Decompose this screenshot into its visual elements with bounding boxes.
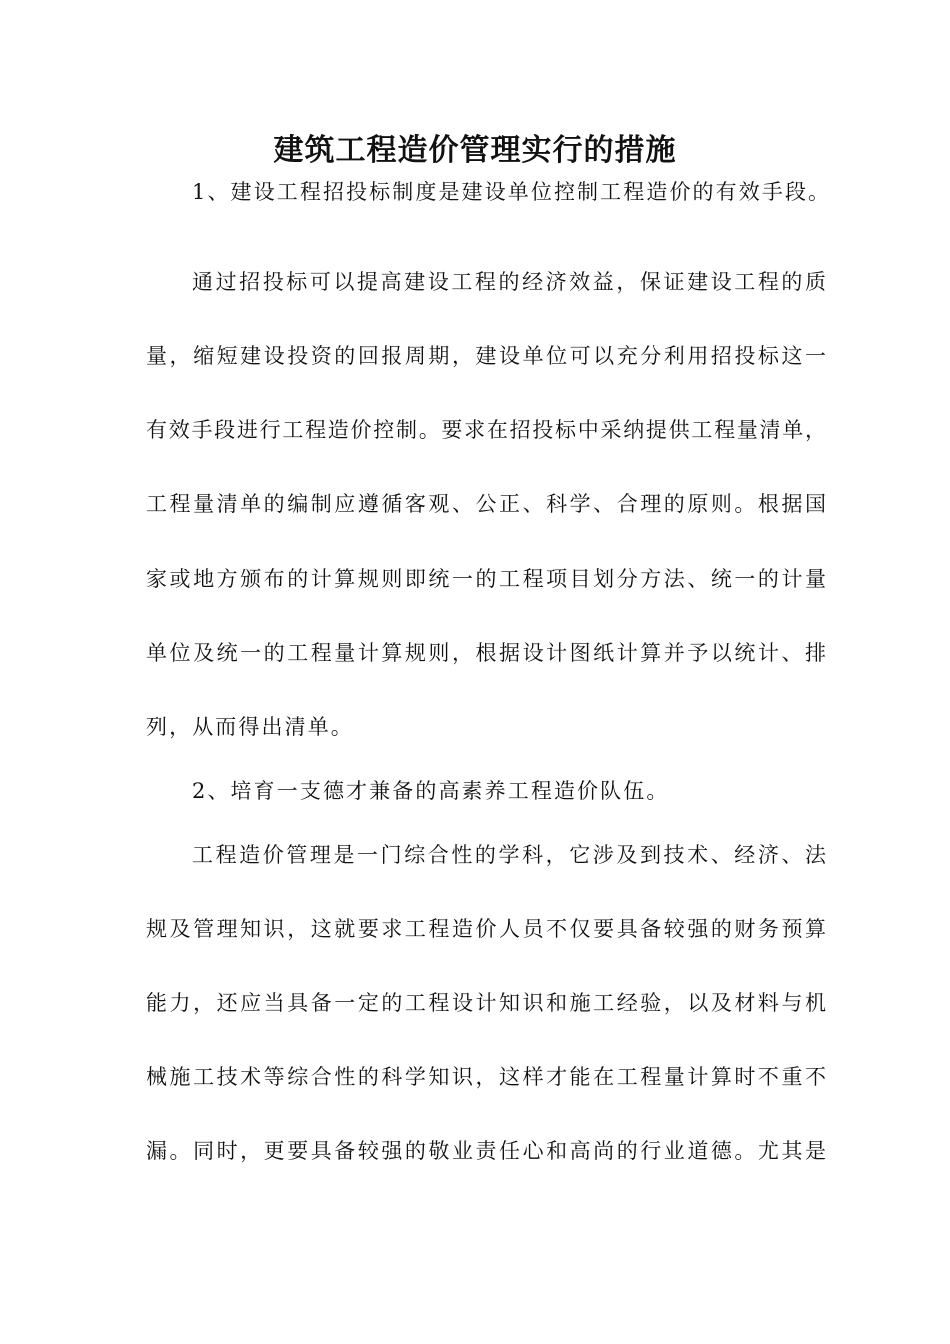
paragraph-line: 家或地方颁布的计算规则即统一的工程项目划分方法、统一的计量 <box>146 567 826 591</box>
paragraph-line: 规及管理知识，这就要求工程造价人员不仅要具备较强的财务预算 <box>146 917 826 941</box>
paragraph-line: 列，从而得出清单。 <box>146 715 354 739</box>
paragraph-line: 量，缩短建设投资的回报周期，建设单位可以充分利用招投标这一 <box>146 344 826 368</box>
paragraph-line: 单位及统一的工程量计算规则，根据设计图纸计算并予以统计、排 <box>146 641 826 665</box>
paragraph-line: 通过招投标可以提高建设工程的经济效益，保证建设工程的质 <box>192 270 826 294</box>
paragraph-line: 有效手段进行工程造价控制。要求在招投标中采纳提供工程量清单， <box>146 418 826 442</box>
page-title: 建筑工程造价管理实行的措施 <box>273 133 677 168</box>
paragraph-line: 工程造价管理是一门综合性的学科，它涉及到技术、经济、法 <box>192 843 826 867</box>
paragraph-line: 漏。同时，更要具备较强的敬业责任心和高尚的行业道德。尤其是 <box>146 1139 826 1163</box>
paragraph-line: 工程量清单的编制应遵循客观、公正、科学、合理的原则。根据国 <box>146 492 826 516</box>
heading-section-1: 1、建设工程招投标制度是建设单位控制工程造价的有效手段。 <box>192 180 832 204</box>
heading-section-2: 2、培育一支德才兼备的高素养工程造价队伍。 <box>192 779 670 803</box>
paragraph-line: 械施工技术等综合性的科学知识，这样才能在工程量计算时不重不 <box>146 1065 826 1089</box>
paragraph-line: 能力，还应当具备一定的工程设计知识和施工经验，以及材料与机 <box>146 991 826 1015</box>
